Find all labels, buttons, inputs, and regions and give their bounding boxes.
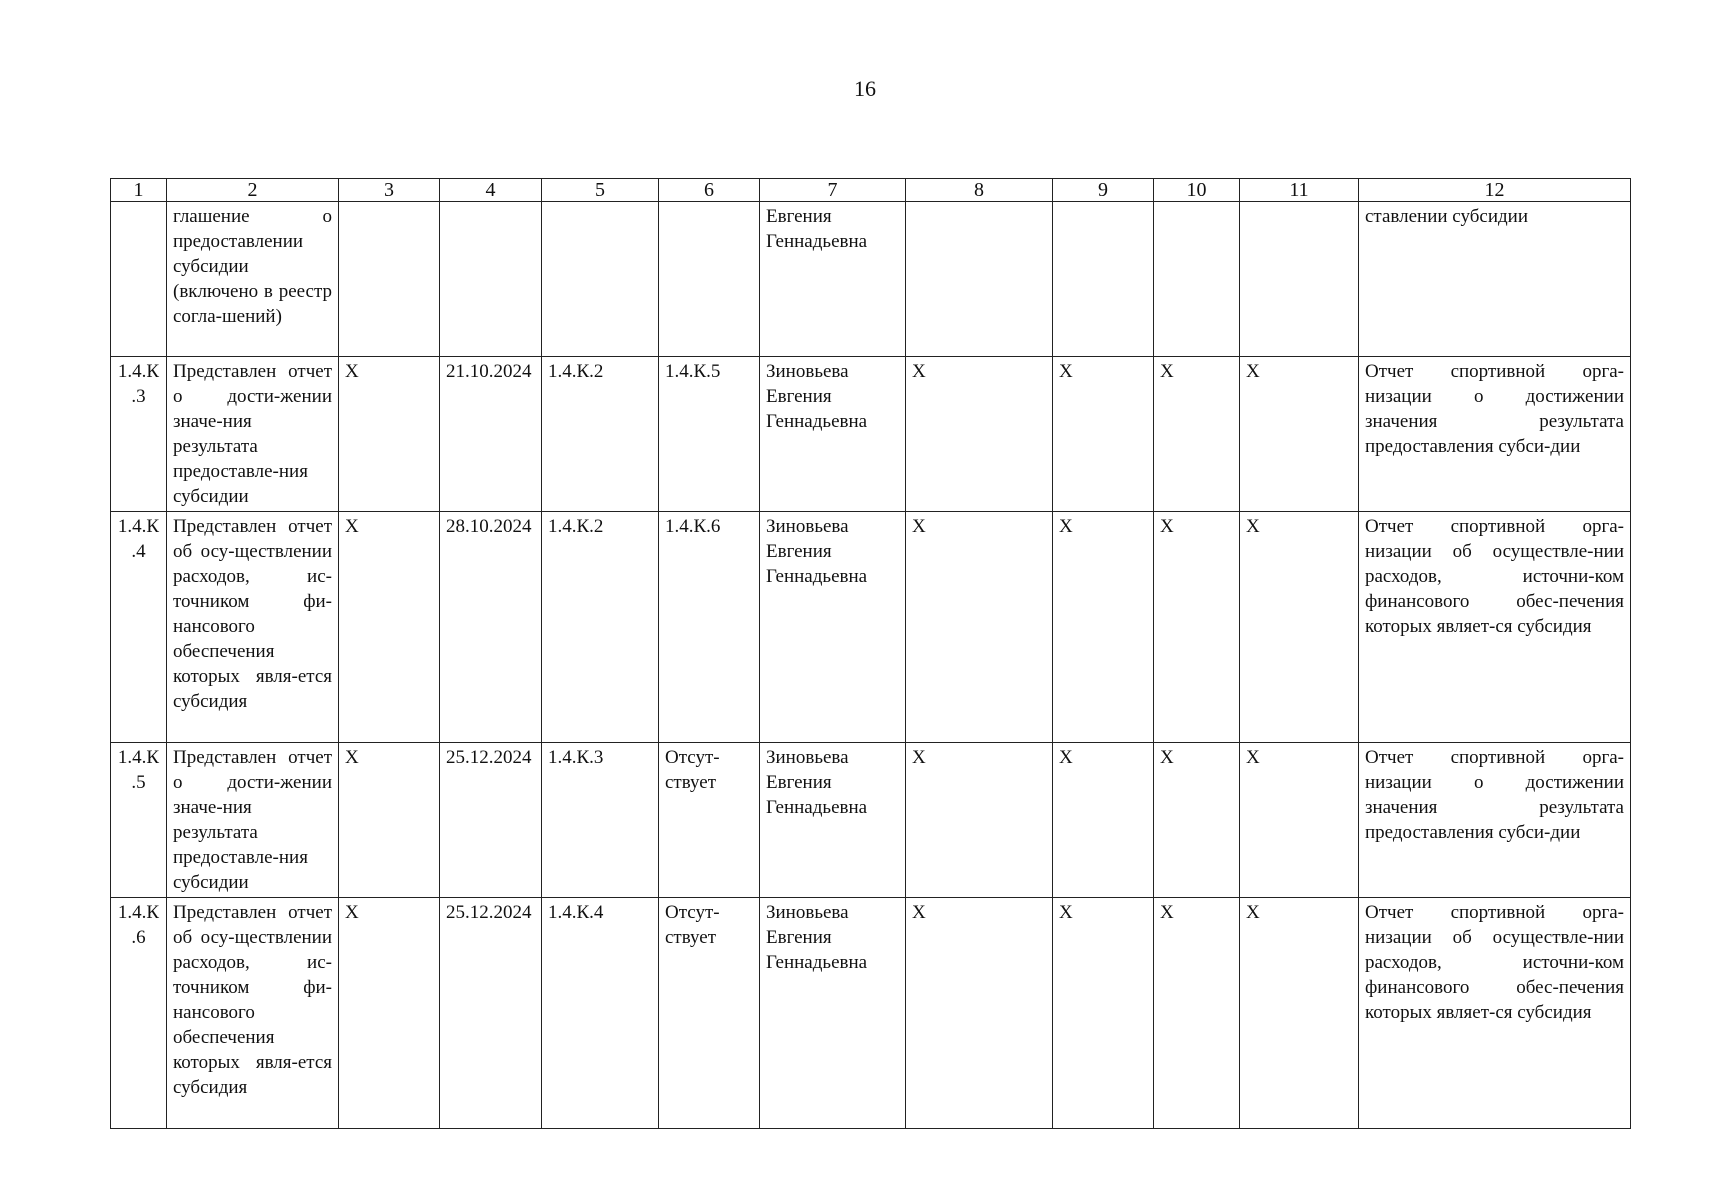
cell-col-3: X — [339, 357, 440, 512]
table-row — [111, 743, 1631, 898]
cell-col-3: X — [339, 512, 440, 743]
table-row — [111, 357, 1631, 512]
event-date: 21.10.2024 — [440, 357, 542, 512]
event-description: Представлен отчет о дости-жении значе-ния результата предоставле-ния субсидии — [167, 743, 339, 898]
cell-col-3: X — [339, 743, 440, 898]
event-date — [440, 202, 542, 357]
successor-code: Отсут-ствует — [659, 743, 760, 898]
predecessor-code: 1.4.К.2 — [542, 357, 659, 512]
cell-col-8: X — [906, 898, 1053, 1129]
cell-col-9: X — [1053, 357, 1154, 512]
confirming-document: Отчет спортивной орга-низации об осуществле-нии расходов, источни-ком финансового обес-печения которых являет-ся субсидия — [1359, 898, 1631, 1129]
cell-col-9: X — [1053, 512, 1154, 743]
row-code: 1.4.К.3 — [111, 357, 167, 512]
responsible-person: Зиновьева Евгения Геннадьевна — [760, 512, 906, 743]
cell-col-10: X — [1154, 743, 1240, 898]
column-header: 3 — [339, 179, 440, 202]
cell-col-10 — [1154, 202, 1240, 357]
cell-col-9 — [1053, 202, 1154, 357]
column-header: 7 — [760, 179, 906, 202]
event-date: 25.12.2024 — [440, 898, 542, 1129]
predecessor-code — [542, 202, 659, 357]
cell-col-9: X — [1053, 898, 1154, 1129]
row-code: 1.4.К.6 — [111, 898, 167, 1129]
cell-col-8: X — [906, 512, 1053, 743]
responsible-person: Евгения Геннадьевна — [760, 202, 906, 357]
cell-col-8 — [906, 202, 1053, 357]
column-number-row — [111, 179, 1631, 202]
successor-code: 1.4.К.6 — [659, 512, 760, 743]
event-date: 28.10.2024 — [440, 512, 542, 743]
responsible-person: Зиновьева Евгения Геннадьевна — [760, 357, 906, 512]
predecessor-code: 1.4.К.3 — [542, 743, 659, 898]
event-description: Представлен отчет о дости-жении значе-ния результата предоставле-ния субсидии — [167, 357, 339, 512]
table-row — [111, 512, 1631, 743]
responsible-person: Зиновьева Евгения Геннадьевна — [760, 743, 906, 898]
cell-col-10: X — [1154, 898, 1240, 1129]
successor-code — [659, 202, 760, 357]
confirming-document: Отчет спортивной орга-низации об осуществле-нии расходов, источни-ком финансового обес-печения которых являет-ся субсидия — [1359, 512, 1631, 743]
control-points-table — [110, 178, 1631, 1129]
cell-col-10: X — [1154, 357, 1240, 512]
responsible-person: Зиновьева Евгения Геннадьевна — [760, 898, 906, 1129]
column-header: 11 — [1240, 179, 1359, 202]
column-header: 1 — [111, 179, 167, 202]
cell-col-10: X — [1154, 512, 1240, 743]
column-header: 9 — [1053, 179, 1154, 202]
cell-col-3 — [339, 202, 440, 357]
column-header: 6 — [659, 179, 760, 202]
predecessor-code: 1.4.К.4 — [542, 898, 659, 1129]
row-code: 1.4.К.4 — [111, 512, 167, 743]
column-header: 8 — [906, 179, 1053, 202]
column-header: 5 — [542, 179, 659, 202]
confirming-document: Отчет спортивной орга-низации о достижении значения результата предоставления субси-дии — [1359, 357, 1631, 512]
successor-code: Отсут-ствует — [659, 898, 760, 1129]
cell-col-11: X — [1240, 357, 1359, 512]
event-description: глашение о предоставлении субсидии (включено в реестр согла-шений) — [167, 202, 339, 357]
cell-col-3: X — [339, 898, 440, 1129]
cell-col-8: X — [906, 357, 1053, 512]
column-header: 12 — [1359, 179, 1631, 202]
cell-col-11 — [1240, 202, 1359, 357]
predecessor-code: 1.4.К.2 — [542, 512, 659, 743]
confirming-document: ставлении субсидии — [1359, 202, 1631, 357]
event-date: 25.12.2024 — [440, 743, 542, 898]
cell-col-11: X — [1240, 898, 1359, 1129]
column-header: 2 — [167, 179, 339, 202]
column-header: 10 — [1154, 179, 1240, 202]
cell-col-9: X — [1053, 743, 1154, 898]
confirming-document: Отчет спортивной орга-низации о достижении значения результата предоставления субси-дии — [1359, 743, 1631, 898]
table-row — [111, 898, 1631, 1129]
table-row — [111, 202, 1631, 357]
column-header: 4 — [440, 179, 542, 202]
row-code — [111, 202, 167, 357]
row-code: 1.4.К.5 — [111, 743, 167, 898]
cell-col-11: X — [1240, 512, 1359, 743]
successor-code: 1.4.К.5 — [659, 357, 760, 512]
page-number: 16 — [854, 76, 876, 101]
event-description: Представлен отчет об осу-ществлении расходов, ис-точником фи-нансового обеспечения которых явля-ется субсидия — [167, 898, 339, 1129]
cell-col-11: X — [1240, 743, 1359, 898]
event-description: Представлен отчет об осу-ществлении расходов, ис-точником фи-нансового обеспечения которых явля-ется субсидия — [167, 512, 339, 743]
cell-col-8: X — [906, 743, 1053, 898]
